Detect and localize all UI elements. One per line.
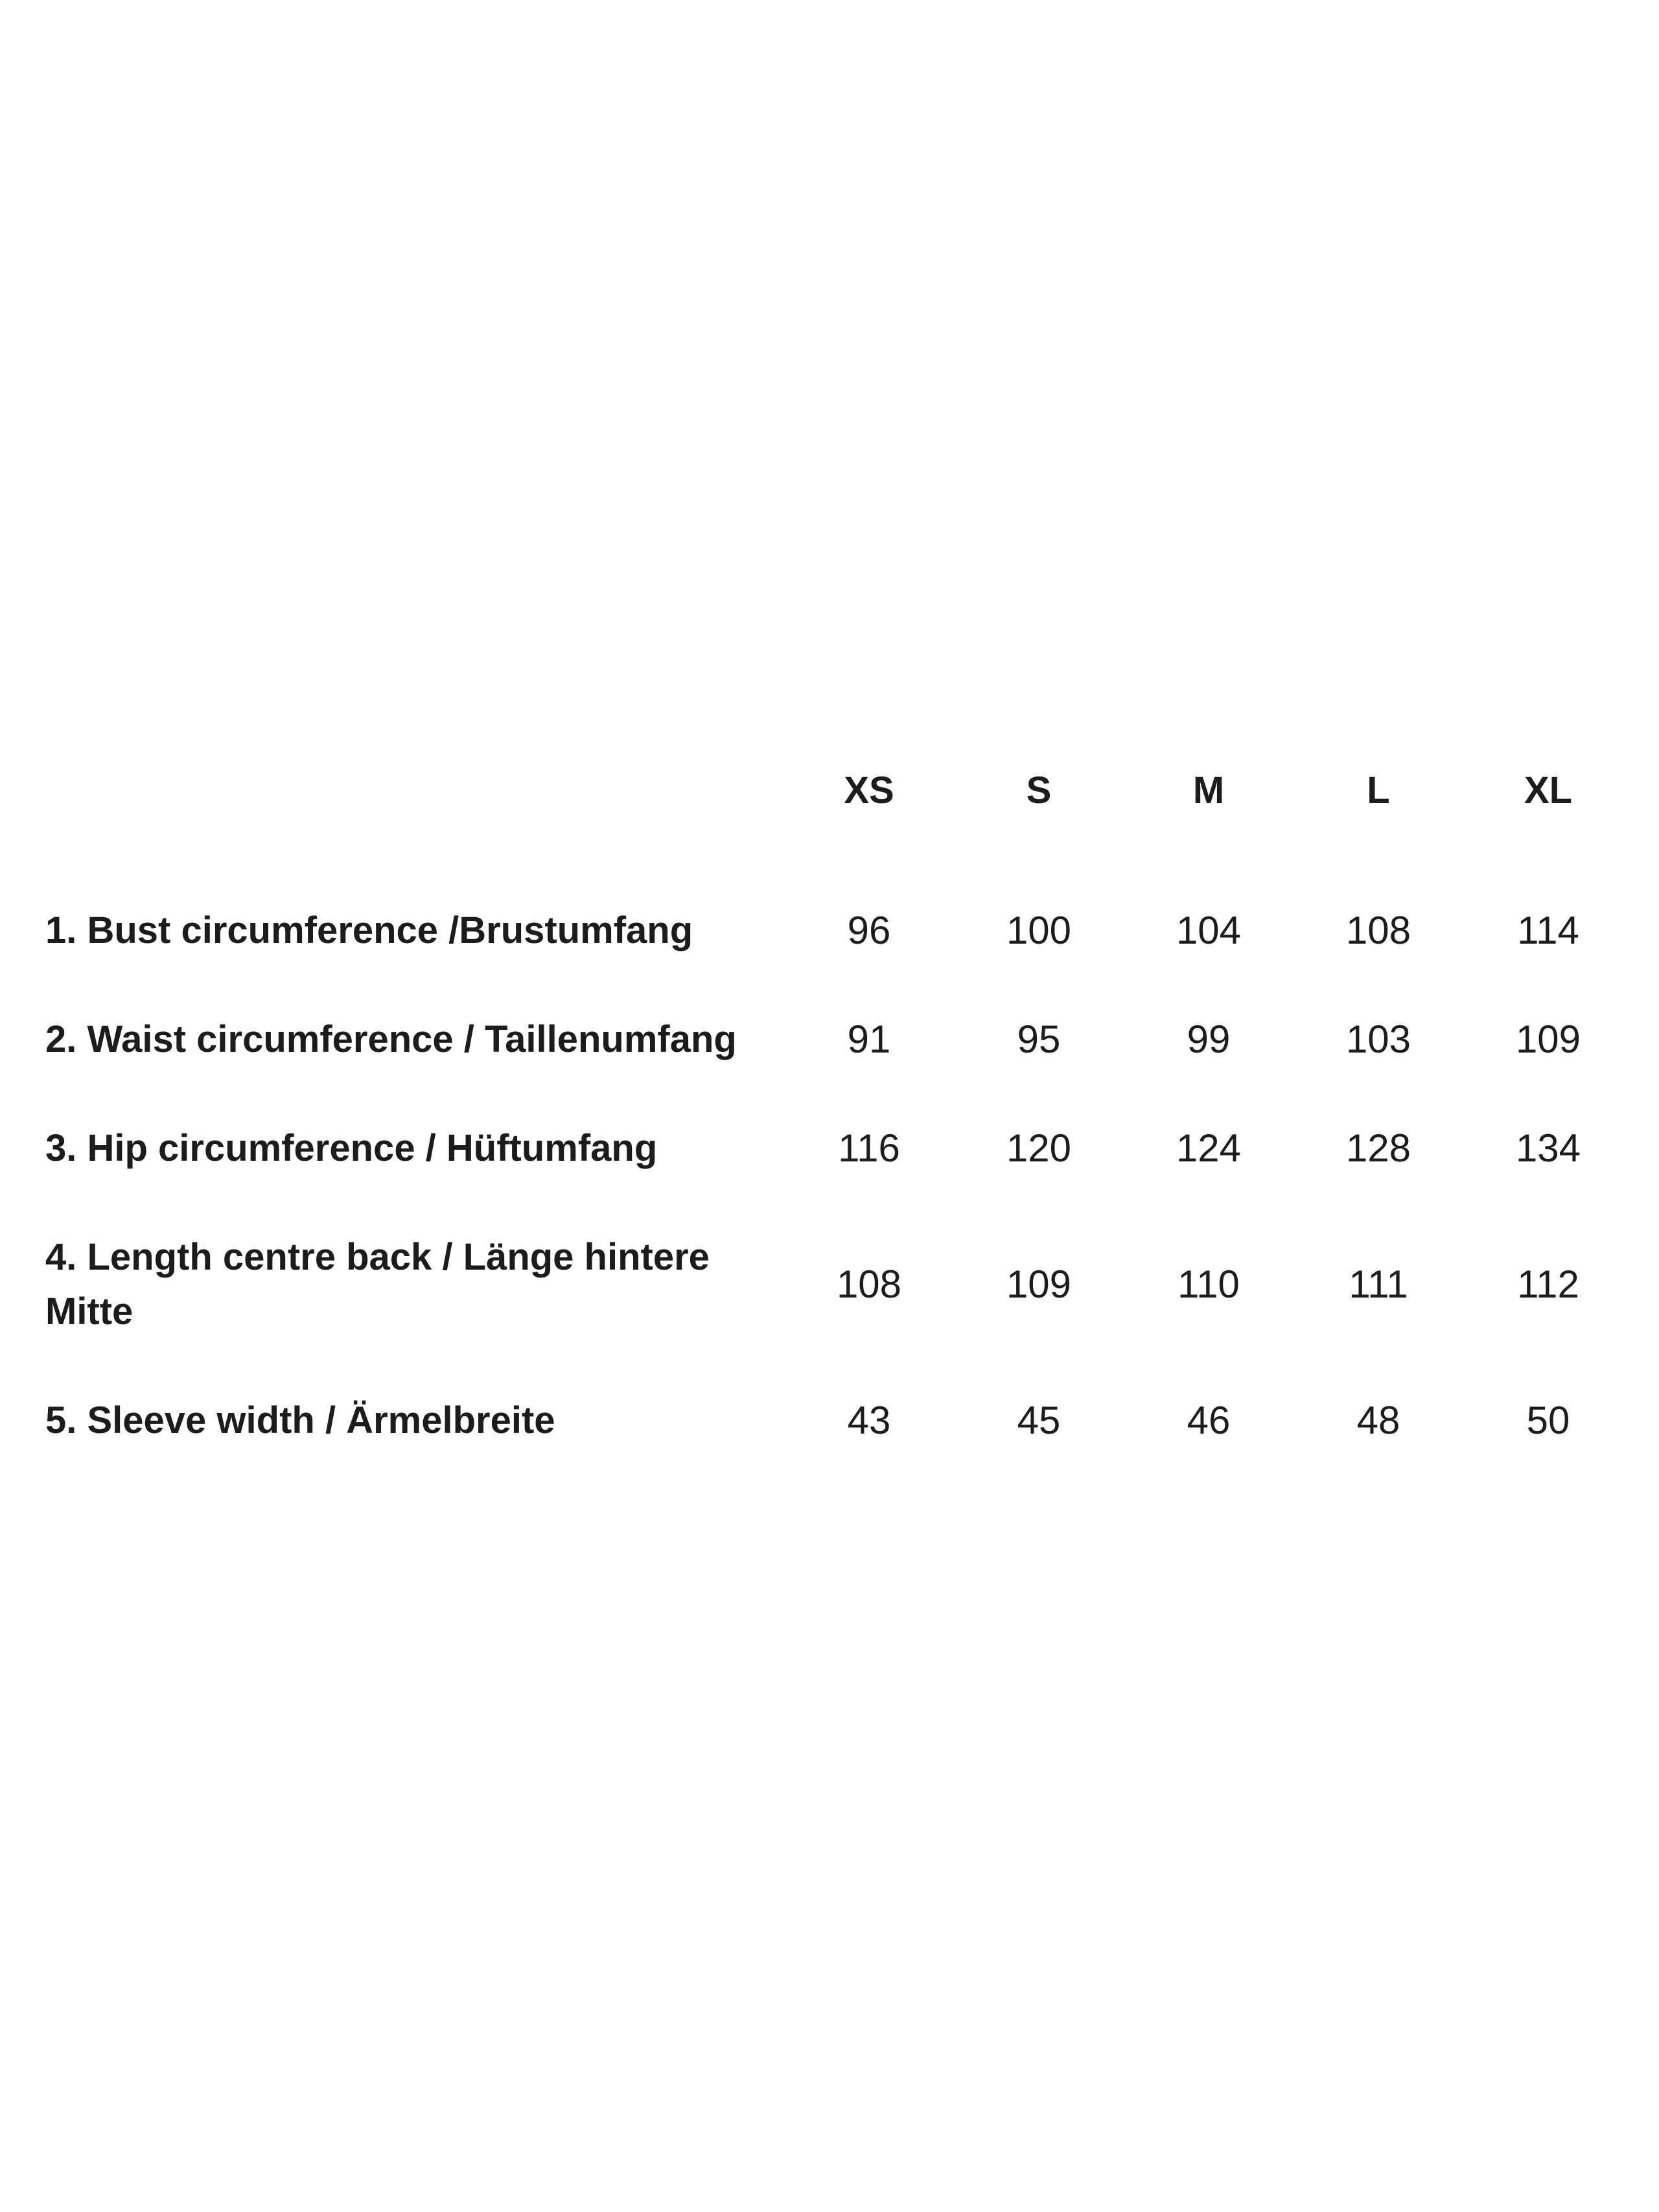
measurement-cell: 111: [1349, 1263, 1408, 1306]
measurement-cell: 109: [1006, 1263, 1072, 1306]
row-label: 1. Bust circumference /Brustumfang: [45, 909, 693, 951]
measurement-cell: 91: [847, 1018, 891, 1061]
table-row-back-length: [45, 1203, 1633, 1366]
size-column-header-xl: XL: [1524, 769, 1573, 811]
size-column-header-s: S: [1026, 769, 1052, 811]
measurement-cell: 43: [847, 1399, 891, 1442]
measurement-cell: 110: [1178, 1263, 1240, 1306]
measurement-cell: 99: [1187, 1018, 1231, 1061]
row-label: 4. Length centre back / Länge hintere Mitte: [45, 1236, 710, 1333]
header-corner-cell: [45, 705, 784, 876]
table-row-waist: [45, 985, 1633, 1094]
measurement-cell: 134: [1515, 1126, 1581, 1170]
size-column-header-l: L: [1367, 769, 1390, 811]
size-chart-table: [45, 705, 1633, 1475]
measurement-cell: 108: [836, 1263, 902, 1306]
measurement-cell: 104: [1176, 909, 1242, 952]
measurement-cell: 103: [1345, 1018, 1411, 1061]
header-row: [45, 705, 1633, 876]
row-label: 5. Sleeve width / Ärmelbreite: [45, 1399, 555, 1441]
measurement-cell: 108: [1345, 909, 1411, 952]
measurement-cell: 95: [1017, 1018, 1061, 1061]
measurement-cell: 109: [1515, 1018, 1581, 1061]
size-column-header-m: M: [1192, 769, 1225, 811]
measurement-cell: 112: [1517, 1263, 1579, 1306]
measurement-cell: 128: [1345, 1126, 1411, 1170]
row-label: 3. Hip circumference / Hüftumfang: [45, 1127, 658, 1169]
table-row-hip: [45, 1094, 1633, 1203]
row-label: 2. Waist circumference / Taillenumfang: [45, 1018, 737, 1060]
measurement-cell: 46: [1187, 1399, 1231, 1442]
size-column-header-xs: XS: [844, 769, 894, 811]
table-row-sleeve-width: [45, 1366, 1633, 1475]
table-row-bust: [45, 876, 1633, 985]
measurement-cell: 45: [1017, 1399, 1061, 1442]
measurement-cell: 114: [1517, 909, 1579, 952]
measurement-cell: 50: [1526, 1399, 1570, 1442]
measurement-cell: 120: [1006, 1126, 1072, 1170]
measurement-cell: 116: [838, 1126, 900, 1170]
measurement-cell: 96: [847, 909, 891, 952]
measurement-cell: 124: [1176, 1126, 1242, 1170]
measurement-cell: 100: [1006, 909, 1072, 952]
measurement-cell: 48: [1356, 1399, 1400, 1442]
